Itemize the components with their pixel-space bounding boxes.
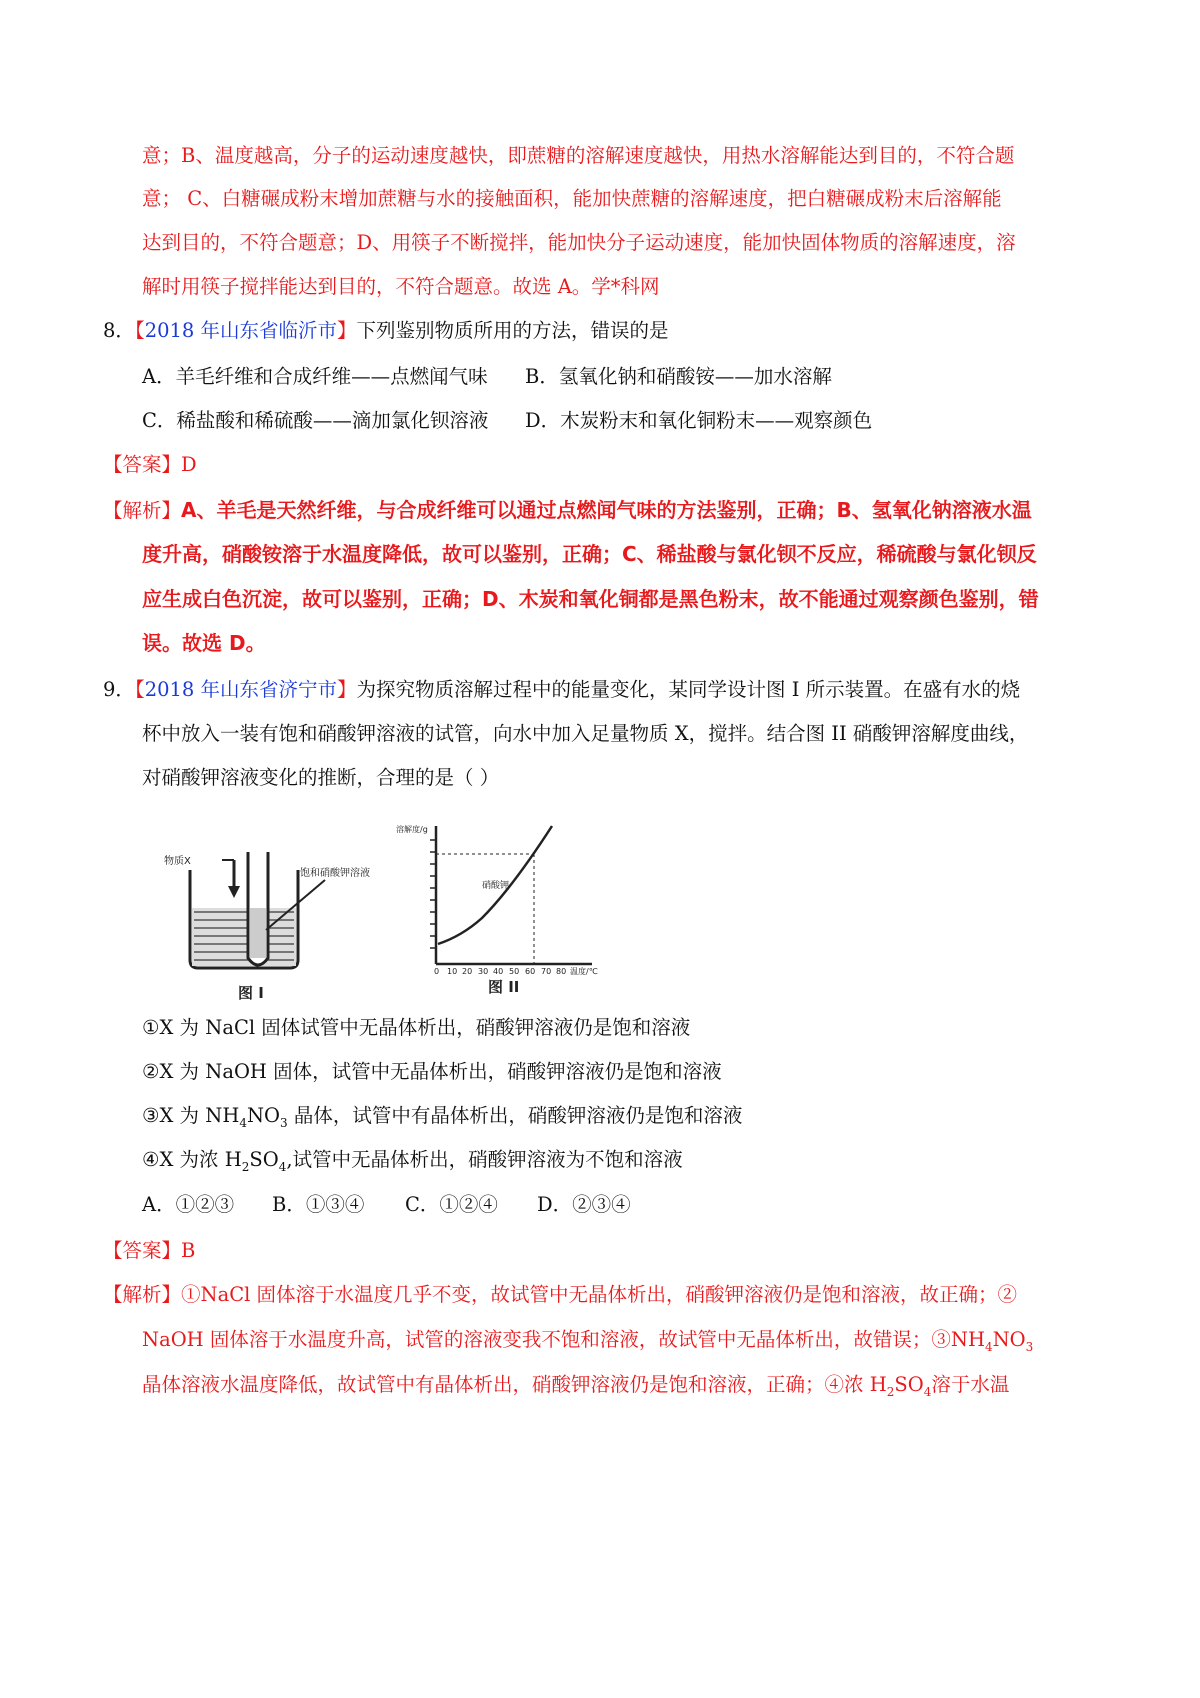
q9-bracket-close: 】 [337, 678, 357, 701]
q9-statement-2: ②X 为 NaOH 固体，试管中无晶体析出，硝酸钾溶液仍是饱和溶液 [142, 1060, 722, 1083]
q8-option-c: C．稀盐酸和稀硫酸——滴加氯化钡溶液 [142, 409, 489, 432]
q8-answer: 【答案】D [103, 453, 197, 476]
q8-bracket-open: 【 [134, 319, 145, 342]
q9-s4-sub-1: 2 [241, 1159, 250, 1174]
fig1-label-solution: 饱和硝酸钾溶液 [300, 868, 370, 879]
q8-explanation-line3: 应生成白色沉淀，故可以鉴别，正确；D、木炭和氧化铜都是黑色粉末，故不能通过观察颜色鉴别，错 [142, 587, 1039, 611]
fig2-x-tick-80: 80 [556, 967, 567, 976]
q9-exp3-part-a: 晶体溶液水温度降低，故试管中有晶体析出，硝酸钾溶液仍是饱和溶液，正确；④浓 H [142, 1373, 887, 1396]
q8-explanation-text1: A、羊毛是天然纤维，与合成纤维可以通过点燃闻气味的方法鉴别，正确；B、氢氧化钠溶液水温 [181, 498, 1032, 522]
q9-exp3-part-b: SO [894, 1373, 924, 1396]
q9-exp2-part-b: NO [992, 1328, 1026, 1351]
q9-s3-part-c: 晶体，试管中有晶体析出，硝酸钾溶液仍是饱和溶液 [287, 1104, 743, 1127]
fig2-caption: 图 II [488, 978, 520, 996]
q9-s3-sub-1: 4 [239, 1115, 247, 1130]
q9-stem-line2: 杯中放入一装有饱和硝酸钾溶液的试管，向水中加入足量物质 X，搅拌。结合图 II 硝酸钾溶解度曲线， [142, 722, 1029, 745]
figure-1-apparatus [160, 840, 380, 1010]
q8-explanation-line2: 度升高，硝酸铵溶于水温度降低，故可以鉴别，正确；C、稀盐酸与氯化钡不反应，稀硫酸与氯化钡反 [142, 542, 1037, 566]
q8-source: 2018 年山东省临沂市 [144, 319, 338, 342]
q7-explanation-line4: 解时用筷子搅拌能达到目的，不符合题意。故选 A。学*科网 [142, 275, 660, 298]
q9-stem-line1 [103, 677, 1020, 703]
q8-bracket-close: 】 [337, 319, 357, 342]
q9-s3-part-a: ③X 为 NH [142, 1104, 240, 1127]
fig2-x-tick-40: 40 [493, 967, 504, 976]
q9-statement-3 [142, 1103, 742, 1129]
q7-explanation-line1: 意；B、温度越高，分子的运动速度越快，即蔗糖的溶解速度越快，用热水溶解能达到目的，不符合题 [142, 144, 1015, 167]
q8-option-b: B．氢氧化钠和硝酸铵——加水溶解 [525, 365, 832, 388]
fig2-x-tick-0: 0 [434, 967, 440, 976]
q9-explanation-label: 【解析】 [103, 1283, 182, 1306]
q9-explanation-line3 [142, 1372, 1009, 1398]
q7-explanation-line3: 达到目的，不符合题意；D、用筷子不断搅拌，能加快分子运动速度，能加快固体物质的溶解速度，溶 [142, 231, 1016, 254]
q9-explanation-text1: ①NaCl 固体溶于水温度几乎不变，故试管中无晶体析出，硝酸钾溶液仍是饱和溶液，故正确；② [181, 1283, 1018, 1306]
q9-exp3-part-c: 溶于水温 [931, 1373, 1010, 1396]
q9-explanation-line2 [142, 1327, 1033, 1353]
q9-choice-d: D．②③④ [537, 1193, 631, 1216]
q7-explanation-line2: 意； C、白糖碾成粉末增加蔗糖与水的接触面积，能加快蔗糖的溶解速度，把白糖碾成粉末后溶解能 [142, 187, 1002, 210]
q8-explanation-line4: 误。故选 D。 [142, 631, 266, 655]
q9-source: 2018 年山东省济宁市 [144, 678, 338, 701]
q9-s4-part-a: ④X 为浓 H [142, 1148, 242, 1171]
q9-statement-1: ①X 为 NaCl 固体试管中无晶体析出，硝酸钾溶液仍是饱和溶液 [142, 1016, 691, 1039]
q8-stem-line [103, 318, 669, 344]
q8-option-a: A．羊毛纤维和合成纤维——点燃闻气味 [142, 365, 488, 388]
q9-s4-part-c: ,试管中无晶体析出，硝酸钾溶液为不饱和溶液 [286, 1148, 683, 1171]
q9-stem-line3: 对硝酸钾溶液变化的推断，合理的是（ ） [142, 766, 500, 789]
q8-option-d: D．木炭粉末和氧化铜粉末——观察颜色 [525, 409, 873, 432]
q9-exp3-sub-1: 2 [886, 1384, 895, 1399]
q8-number: 8． [103, 319, 135, 342]
q9-number: 9． [103, 678, 135, 701]
q9-choice-a: A．①②③ [142, 1193, 235, 1216]
q9-bracket-open: 【 [134, 678, 145, 701]
fig2-x-tick-50: 50 [509, 967, 520, 976]
fig2-x-tick-60: 60 [525, 967, 536, 976]
q9-s3-part-b: NO [246, 1104, 281, 1127]
fig2-x-label: 温度/℃ [570, 967, 598, 976]
q8-stem: 下列鉴别物质所用的方法，错误的是 [356, 319, 669, 342]
fig1-caption: 图 I [238, 984, 264, 1002]
q9-statement-4 [142, 1147, 683, 1173]
fig2-x-tick-70: 70 [541, 967, 552, 976]
q8-explanation-label: 【解析】 [103, 499, 182, 522]
q9-answer: 【答案】B [103, 1239, 196, 1262]
q9-s3-sub-2: 3 [280, 1115, 288, 1130]
q9-exp2-sub-1: 4 [984, 1339, 993, 1354]
fig2-curve-label: 硝酸钾 [482, 881, 510, 891]
fig1-label-x: 物质X [164, 856, 191, 867]
q9-s4-sub-2: 4 [278, 1159, 287, 1174]
q9-explanation-line1 [103, 1282, 1017, 1308]
q9-exp2-sub-2: 3 [1025, 1339, 1034, 1354]
q9-exp2-part-a: NaOH 固体溶于水温度升高，试管的溶液变我不饱和溶液，故试管中无晶体析出，故错误；③NH [142, 1328, 985, 1351]
fig2-x-tick-20: 20 [462, 967, 473, 976]
q9-exp3-sub-2: 4 [923, 1384, 932, 1399]
q9-s4-part-b: SO [249, 1148, 279, 1171]
fig2-x-tick-10: 10 [447, 967, 458, 976]
q9-stem1: 为探究物质溶解过程中的能量变化，某同学设计图 I 所示装置。在盛有水的烧 [356, 678, 1021, 701]
figure-2-solubility-curve [392, 818, 602, 996]
fig2-x-tick-30: 30 [478, 967, 489, 976]
q9-choice-c: C．①②④ [405, 1193, 498, 1216]
q9-choice-b: B．①③④ [272, 1193, 365, 1216]
fig2-y-label: 溶解度/g [396, 825, 428, 834]
q8-explanation-line1 [103, 497, 1032, 524]
